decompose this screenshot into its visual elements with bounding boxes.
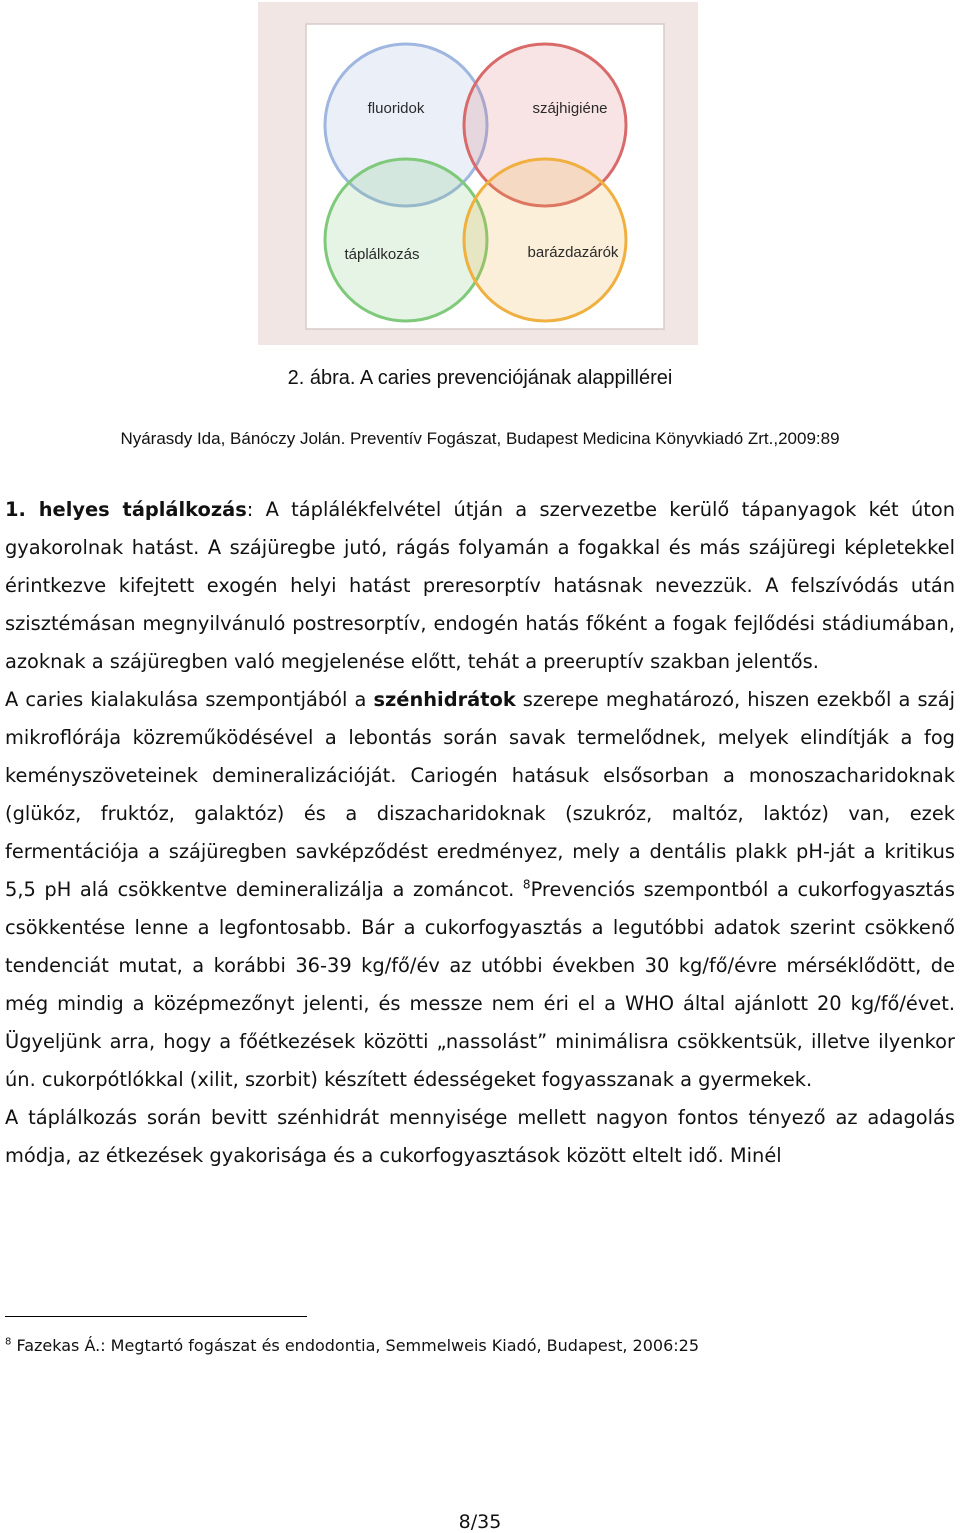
label-szajhigiene: szájhigiéne: [532, 100, 608, 117]
label-barazdazarok: barázdazárók: [527, 244, 619, 261]
footnote-number: 8: [5, 1336, 12, 1348]
figure-source: Nyárasdy Ida, Bánóczy Jolán. Preventív Fogászat, Budapest Medicina Könyvkiadó Zrt.,2009:89: [120, 429, 840, 448]
paragraph-1-text: : A táplálékfelvétel útján a szervezetbe kerülő tápanyagok két úton gyakorolnak hatást. A szájüregbe jutó, rágás folyamán a fogakkal és más szájüregi képletekkel érintkezve kifejtett exogén helyi hatást preresorptív hatásnak nevezzük. A felszívódás után szisztémásan megnyilvánuló postresorptív, endogén hatás főként a fogak fejlődési stádiumában, azoknak a szájüregben való megjelenése előtt, tehát a preeruptív szakban jelentős.: [5, 498, 955, 673]
paragraph-2-text-c: Prevenciós szempontból a cukorfogyasztás csökkentése lenne a legfontosabb. Bár a cukorfogyasztás a legutóbbi adatok szerint csökkenő tendenciát mutat, a korábbi 36-39 kg/fő/év az utóbbi években 30 kg/fő/évre mérséklődött, de még mindig a középmezőnyt jelenti, és messze nem éri el a WHO által ajánlott 20 kg/fő/évet. Ügyeljünk arra, hogy a főétkezések közötti „nassolást” minimálisra csökkentsük, illetve ilyenkor ún. cukorpótlókkal (xilit, szorbit) készített édességeket fogyasszanak a gyermekek.: [5, 878, 955, 1091]
label-taplalkozas: táplálkozás: [344, 246, 420, 263]
venn-diagram-figure: [258, 2, 698, 345]
footnote-divider: [5, 1316, 307, 1317]
body-text: [5, 491, 955, 1175]
figure-caption: 2. ábra. A caries prevenciójának alappillérei: [287, 367, 673, 389]
term-helyes-taplalkozas: 1. helyes táplálkozás: [5, 498, 247, 521]
paragraph-taplalkozas: [5, 491, 955, 681]
paragraph-szenhidratok: [5, 681, 955, 1099]
footnote-reference: 8: [522, 877, 531, 892]
paragraph-2-text-b: szerepe meghatározó, hiszen ezekből a száj mikroflórája közreműködésével a lebontás során savak termelődnek, melyek elindítják a fog keményszöveteinek demineralizációját. Cariogén hatásuk elsősorban a monoszacharidoknak (glükóz, fruktóz, galaktóz) és a diszacharidoknak (szukróz, maltóz, laktóz) van, ezek fermentációja a szájüregben savképződést eredményez, mely a dentális plakk pH-ját a kritikus 5,5 pH alá csökkentve demineralizálja a zománcot.: [5, 688, 956, 901]
paragraph-adagolas: A táplálkozás során bevitt szénhidrát mennyisége mellett nagyon fontos tényező az adagolás módja, az étkezések gyakorisága és a cukorfogyasztások között eltelt idő. Minél: [5, 1106, 955, 1167]
footnote-text: Fazekas Á.: Megtartó fogászat és endodontia, Semmelweis Kiadó, Budapest, 2006:25: [11, 1336, 699, 1355]
label-fluoridok: fluoridok: [367, 100, 425, 117]
term-szenhidratok: szénhidrátok: [373, 688, 516, 711]
circle-barazdazarok: [464, 159, 626, 321]
page-number: 8/35: [458, 1511, 502, 1533]
footnote: [5, 1336, 699, 1355]
paragraph-2-text-a: A caries kialakulása szempontjából a: [5, 688, 374, 711]
venn-diagram: [258, 2, 698, 345]
